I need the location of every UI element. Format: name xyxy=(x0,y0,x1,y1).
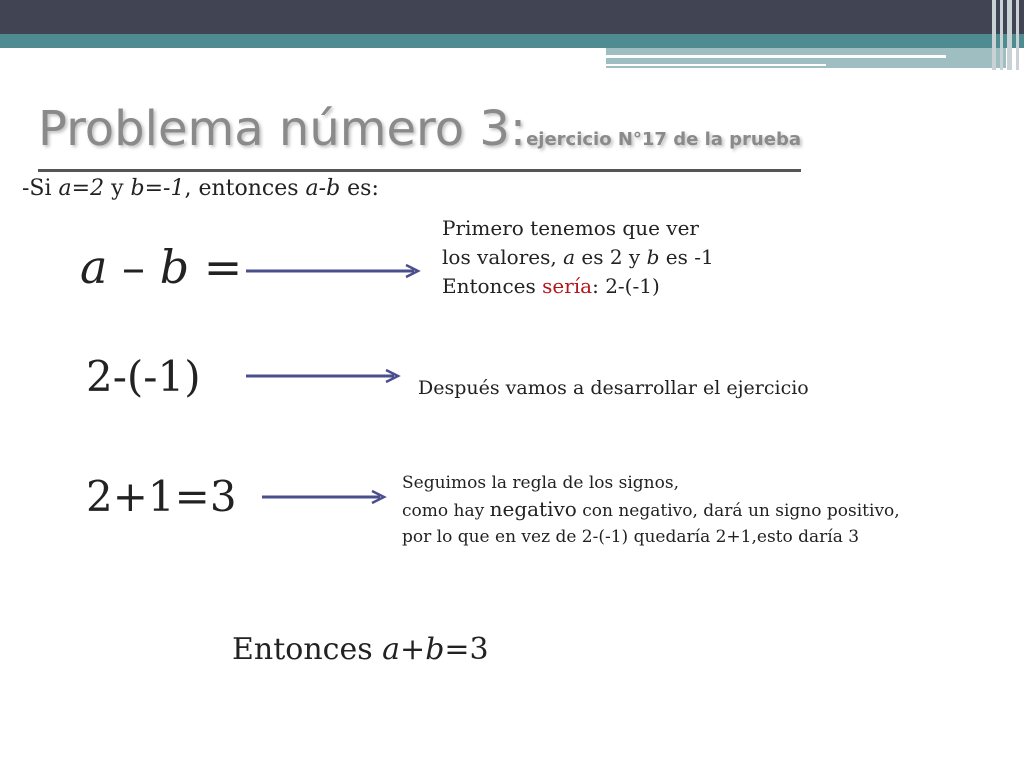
plus-sign: + xyxy=(400,632,426,667)
minus-sign: – xyxy=(107,240,160,294)
step1-expression xyxy=(80,240,242,294)
step3-explanation xyxy=(402,470,900,550)
highlighted-word: sería xyxy=(542,274,593,298)
value-b: b=-1 xyxy=(130,176,185,201)
header-line xyxy=(606,64,826,66)
value-a: a=2 xyxy=(58,176,105,201)
step2-arrow xyxy=(246,367,406,387)
equals-sign: = xyxy=(189,240,243,294)
explanation-line: por lo que en vez de 2-(-1) quedaría 2+1,esto daría 3 xyxy=(402,527,860,547)
header-line xyxy=(606,55,946,58)
var-b: b xyxy=(425,632,445,667)
var-a: a xyxy=(80,240,108,294)
explanation-line: los valores, a es 2 y b es -1 xyxy=(442,245,714,269)
text: y xyxy=(104,176,131,201)
explanation-line: como hay negativo con negativo, dará un signo positivo, xyxy=(402,497,900,521)
var-a: a xyxy=(382,632,401,667)
explanation-line: Entonces sería: 2-(-1) xyxy=(442,274,660,298)
text: , entonces xyxy=(184,176,306,201)
emphasized-word: negativo xyxy=(489,497,577,521)
step1-arrow xyxy=(246,262,426,282)
expression-a-minus-b: a-b xyxy=(305,176,341,201)
header-bar-teal xyxy=(0,34,1024,48)
conclusion xyxy=(232,632,489,667)
text: es: xyxy=(340,176,379,201)
text: -Si xyxy=(22,176,59,201)
explanation-line: Primero tenemos que ver xyxy=(442,216,699,240)
step3-arrow xyxy=(262,488,392,508)
step2-expression: 2-(-1) xyxy=(86,352,201,401)
step1-explanation xyxy=(442,214,714,301)
title-main: Problema número 3: xyxy=(38,101,527,157)
header-bar-dark xyxy=(0,0,1024,34)
title-subtitle: ejercicio N°17 de la prueba xyxy=(526,129,801,150)
result: =3 xyxy=(444,632,489,667)
explanation-line: Seguimos la regla de los signos, xyxy=(402,473,679,493)
header-stripes xyxy=(990,0,1024,70)
slide-title xyxy=(38,100,801,172)
step2-explanation: Después vamos a desarrollar el ejercicio xyxy=(418,377,809,399)
text: Entonces xyxy=(232,632,383,667)
var-b: b xyxy=(159,240,190,294)
step3-expression: 2+1=3 xyxy=(86,472,237,521)
problem-statement xyxy=(22,176,379,201)
